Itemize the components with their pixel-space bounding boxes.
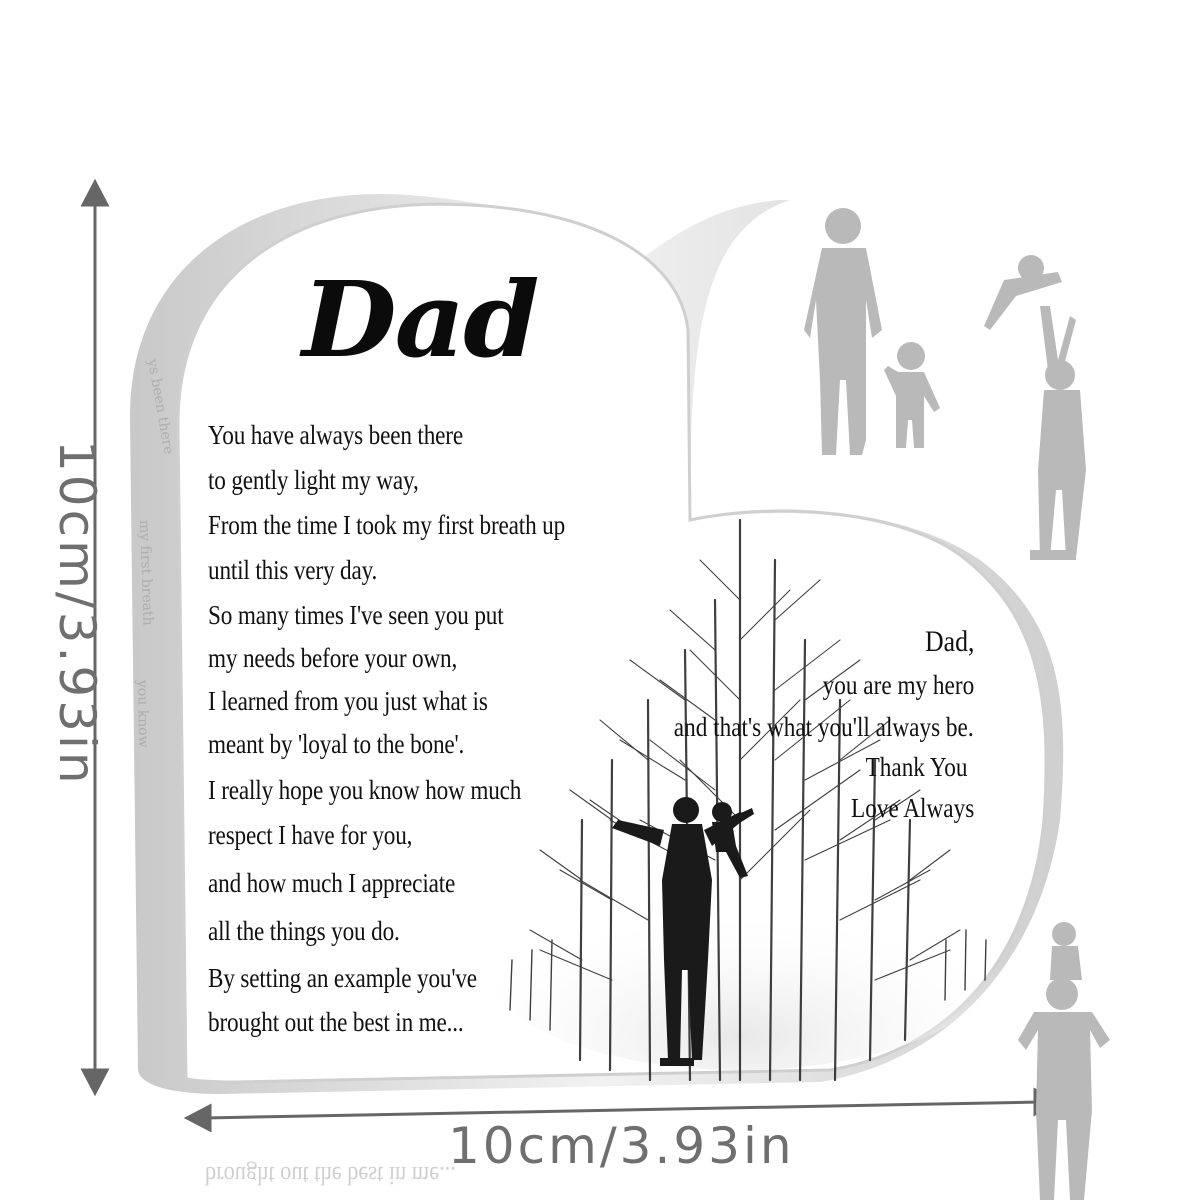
height-dimension-label: 10cm/3.93in (48, 440, 106, 787)
side-message-line: Dad, (924, 625, 974, 658)
poem-line: So many times I've seen you put (208, 600, 504, 630)
poem-line: From the time I took my first breath up (208, 510, 566, 540)
side-message-line: Love Always (850, 793, 974, 823)
poem-line: to gently light my way, (208, 465, 419, 495)
side-message-line: you are my hero (822, 670, 974, 700)
father-lifting-child-silhouette (984, 255, 1086, 560)
svg-text:ys been there: ys been there (144, 357, 177, 456)
poem-line: meant by 'loyal to the bone'. (208, 729, 465, 759)
poem-line: I really hope you know how much (208, 775, 522, 805)
poem-line: By setting an example you've (208, 963, 477, 993)
poem-line: You have always been there (208, 420, 463, 450)
poem-line: brought out the best in me... (208, 1007, 464, 1037)
poem-line: until this very day. (208, 555, 378, 585)
plaque-title: Dad (302, 258, 538, 381)
svg-text:my first breath: my first breath (136, 519, 156, 626)
child-on-shoulders-silhouette (1018, 922, 1110, 1200)
poem-line: all the things you do. (208, 916, 400, 946)
side-message-line: Thank You (866, 752, 968, 782)
width-dimension-label: 10cm/3.93in (448, 1117, 795, 1175)
side-message-line: and that's what you'll always be. (674, 712, 974, 742)
mirror-reflection-text: brought out the best in me... (205, 1161, 456, 1190)
poem-line: respect I have for you, (208, 820, 413, 850)
poem-line: my needs before your own, (208, 643, 458, 673)
svg-text:you know: you know (134, 679, 152, 748)
poem-line: and how much I appreciate (208, 868, 456, 898)
poem-line: I learned from you just what is (208, 686, 488, 716)
father-son-walking-silhouette (804, 208, 940, 455)
